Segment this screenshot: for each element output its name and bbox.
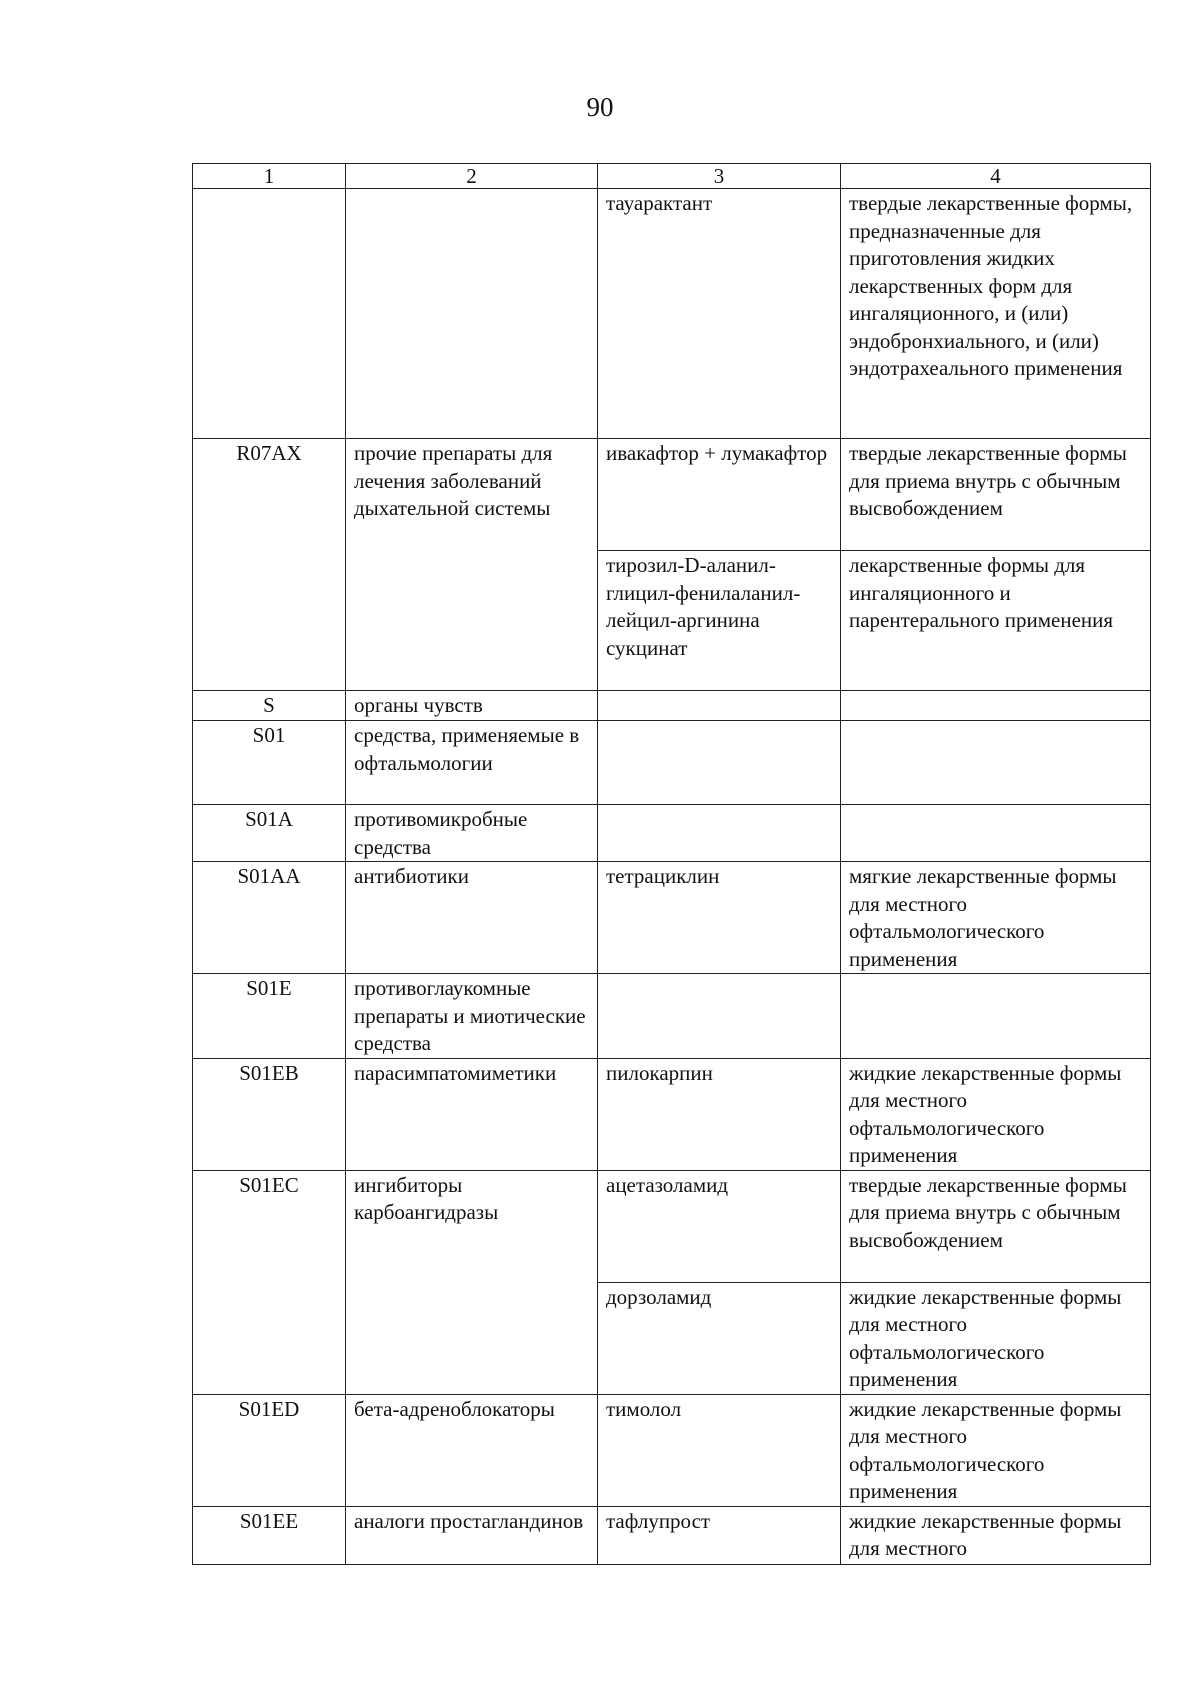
table-row [193,1506,1151,1564]
dosage-form-cell: твердые лекарственные формы для приема внутрь с обычным высвобождением [841,439,1151,551]
header-col-3: 3 [598,164,841,189]
table-row [193,439,1151,551]
drug-cell: ацетазоламид [598,1170,841,1282]
group-cell: органы чувств [346,691,598,721]
group-cell: парасимпатомиметики [346,1058,598,1170]
table-row [193,1170,1151,1282]
dosage-form-cell: жидкие лекарственные формы для местного [841,1506,1151,1564]
dosage-form-cell [841,721,1151,805]
header-col-2: 2 [346,164,598,189]
drug-cell [598,805,841,862]
table-row [193,974,1151,1059]
dosage-form-cell: твердые лекарственные формы для приема внутрь с обычным высвобождением [841,1170,1151,1282]
atc-code-cell: S01EC [193,1170,346,1394]
drug-cell: ивакафтор + лумакафтор [598,439,841,551]
group-cell [346,189,598,439]
table-row [193,691,1151,721]
dosage-form-cell [841,691,1151,721]
atc-code-cell: S01 [193,721,346,805]
dosage-form-cell: жидкие лекарственные формы для местного офтальмологического применения [841,1058,1151,1170]
header-col-4: 4 [841,164,1151,189]
dosage-form-cell: лекарственные формы для ингаляционного и парентерального применения [841,551,1151,691]
atc-code-cell: S01ED [193,1394,346,1506]
page-number: 90 [586,92,614,122]
dosage-form-cell [841,974,1151,1059]
atc-code-cell: S01E [193,974,346,1059]
drug-classification-table [192,163,1151,1565]
drug-cell: дорзоламид [598,1282,841,1394]
group-cell: средства, применяемые в офтальмологии [346,721,598,805]
drug-cell [598,974,841,1059]
drug-cell: тауарактант [598,189,841,439]
drug-cell: тирозил-D-аланил-глицил-фенилаланил-лейцил-аргинина сукцинат [598,551,841,691]
atc-code-cell: S01A [193,805,346,862]
drug-cell: тимолол [598,1394,841,1506]
table-row [193,862,1151,974]
dosage-form-cell: жидкие лекарственные формы для местного офтальмологического применения [841,1394,1151,1506]
drug-cell [598,691,841,721]
group-cell: ингибиторы карбоангидразы [346,1170,598,1394]
dosage-form-cell: мягкие лекарственные формы для местного офтальмологического применения [841,862,1151,974]
table-header-row [193,164,1151,189]
group-cell: антибиотики [346,862,598,974]
table-row [193,721,1151,805]
drug-cell: тетрациклин [598,862,841,974]
dosage-form-cell [841,805,1151,862]
header-col-1: 1 [193,164,346,189]
dosage-form-cell: твердые лекарственные формы, предназначенные для приготовления жидких лекарственных форм для ингаляционного, и (или) эндобронхиального, и (или) эндотрахеального применения [841,189,1151,439]
table-row [193,1058,1151,1170]
atc-code-cell: S01EB [193,1058,346,1170]
atc-code-cell: S01AA [193,862,346,974]
drug-cell: тафлупрост [598,1506,841,1564]
atc-code-cell: S [193,691,346,721]
dosage-form-cell: жидкие лекарственные формы для местного офтальмологического применения [841,1282,1151,1394]
group-cell: аналоги простагландинов [346,1506,598,1564]
atc-code-cell: R07AX [193,439,346,691]
table-row [193,805,1151,862]
group-cell: противомикробные средства [346,805,598,862]
drug-cell: пилокарпин [598,1058,841,1170]
group-cell: прочие препараты для лечения заболеваний дыхательной системы [346,439,598,691]
table-row [193,189,1151,439]
atc-code-cell: S01EE [193,1506,346,1564]
drug-cell [598,721,841,805]
group-cell: противоглаукомные препараты и миотические средства [346,974,598,1059]
atc-code-cell [193,189,346,439]
group-cell: бета-адреноблокаторы [346,1394,598,1506]
table-row [193,1394,1151,1506]
